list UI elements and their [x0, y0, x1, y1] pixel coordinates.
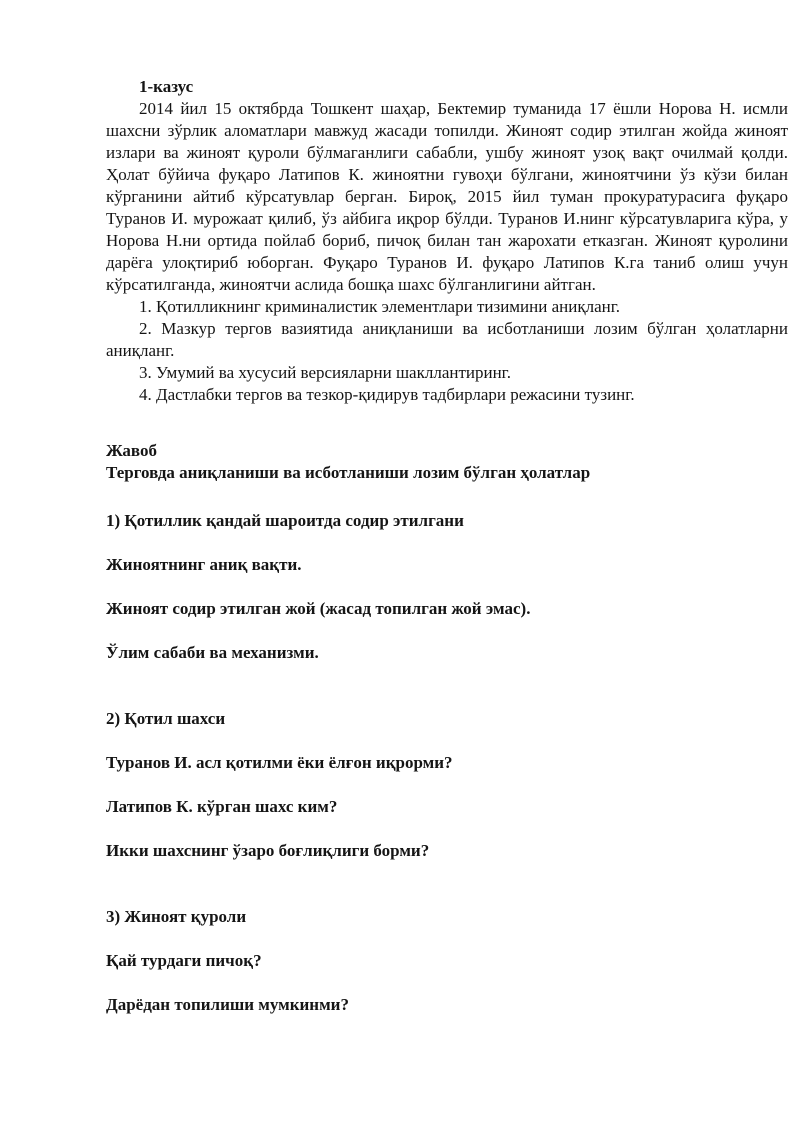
answer-group-1-item-1: Жиноятнинг аниқ вақти. [106, 555, 302, 574]
answer-group-1-item-2: Жиноят содир этилган жой (жасад топилган жой эмас). [106, 599, 531, 618]
answer-group-3-title: 3) Жиноят қуроли [106, 907, 247, 926]
answer-group-1-title: 1) Қотиллик қандай шароитда содир этилгани [106, 511, 464, 530]
answer-group-3 [106, 906, 788, 1016]
case-paragraph: 2014 йил 15 октябрда Тошкент шаҳар, Бектемир туманида 17 ёшли Норова Н. исмли шахсни зўрлик аломатлари мавжуд жасади топилди. Жиноят содир этилган жойда жиноят излари ва жиноят қуроли бўлмаганлиги сабабли, ушбу жиноят узоқ вақт очилмай қолди. Ҳолат бўйича фуқаро Латипов К. жиноятни гувоҳи бўлгани, жиноятчини ўз кўзи билан кўрганини айтиб кўрсатувлар берган. Бироқ, 2015 йил туман прокуратурасига фуқаро Туранов И. мурожаат қилиб, ўз айбига иқрор бўлди. Туранов И.нинг кўрсатувларига кўра, у Норова Н.ни ортида пойлаб бориб, пичоқ билан тан жарохати етказган. Жиноят қуролини дарёга улоқтириб юборган. Фуқаро Туранов И. фуқаро Латипов К.га таниб олиш учун кўрсатилганда, жиноятчи аслида бошқа шахс бўлганлигини айтган. [106, 99, 788, 294]
case-title: 1-казус [139, 77, 194, 96]
answer-heading: Жавоб [106, 441, 157, 460]
answer-group-2-item-1: Туранов И. асл қотилми ёки ёлғон иқрорми? [106, 753, 453, 772]
answer-group-2-title: 2) Қотил шахси [106, 709, 226, 728]
task-item-1: 1. Қотилликнинг криминалистик элементлари тизимини аниқланг. [139, 297, 621, 316]
answer-group-2-item-3: Икки шахснинг ўзаро боғлиқлиги борми? [106, 841, 430, 860]
answer-group-1 [106, 510, 788, 664]
answer-subheading: Терговда аниқланиши ва исботланиши лозим бўлган ҳолатлар [106, 463, 591, 482]
answer-group-2 [106, 708, 788, 862]
task-item-3: 3. Умумий ва хусусий версияларни шакллантиринг. [139, 363, 511, 382]
answer-block [106, 440, 788, 1016]
answer-group-3-item-2: Дарёдан топилиши мумкинми? [106, 995, 349, 1014]
answer-group-2-item-2: Латипов К. кўрган шахс ким? [106, 797, 338, 816]
answer-group-1-item-3: Ўлим сабаби ва механизми. [106, 643, 319, 662]
answer-group-3-item-1: Қай турдаги пичоқ? [106, 951, 262, 970]
task-item-4: 4. Дастлабки тергов ва тезкор-қидирув тадбирлари режасини тузинг. [139, 385, 635, 404]
task-item-2: 2. Мазкур тергов вазиятида аниқланиши ва исботланиши лозим бўлган ҳолатларни аниқланг. [106, 319, 788, 360]
